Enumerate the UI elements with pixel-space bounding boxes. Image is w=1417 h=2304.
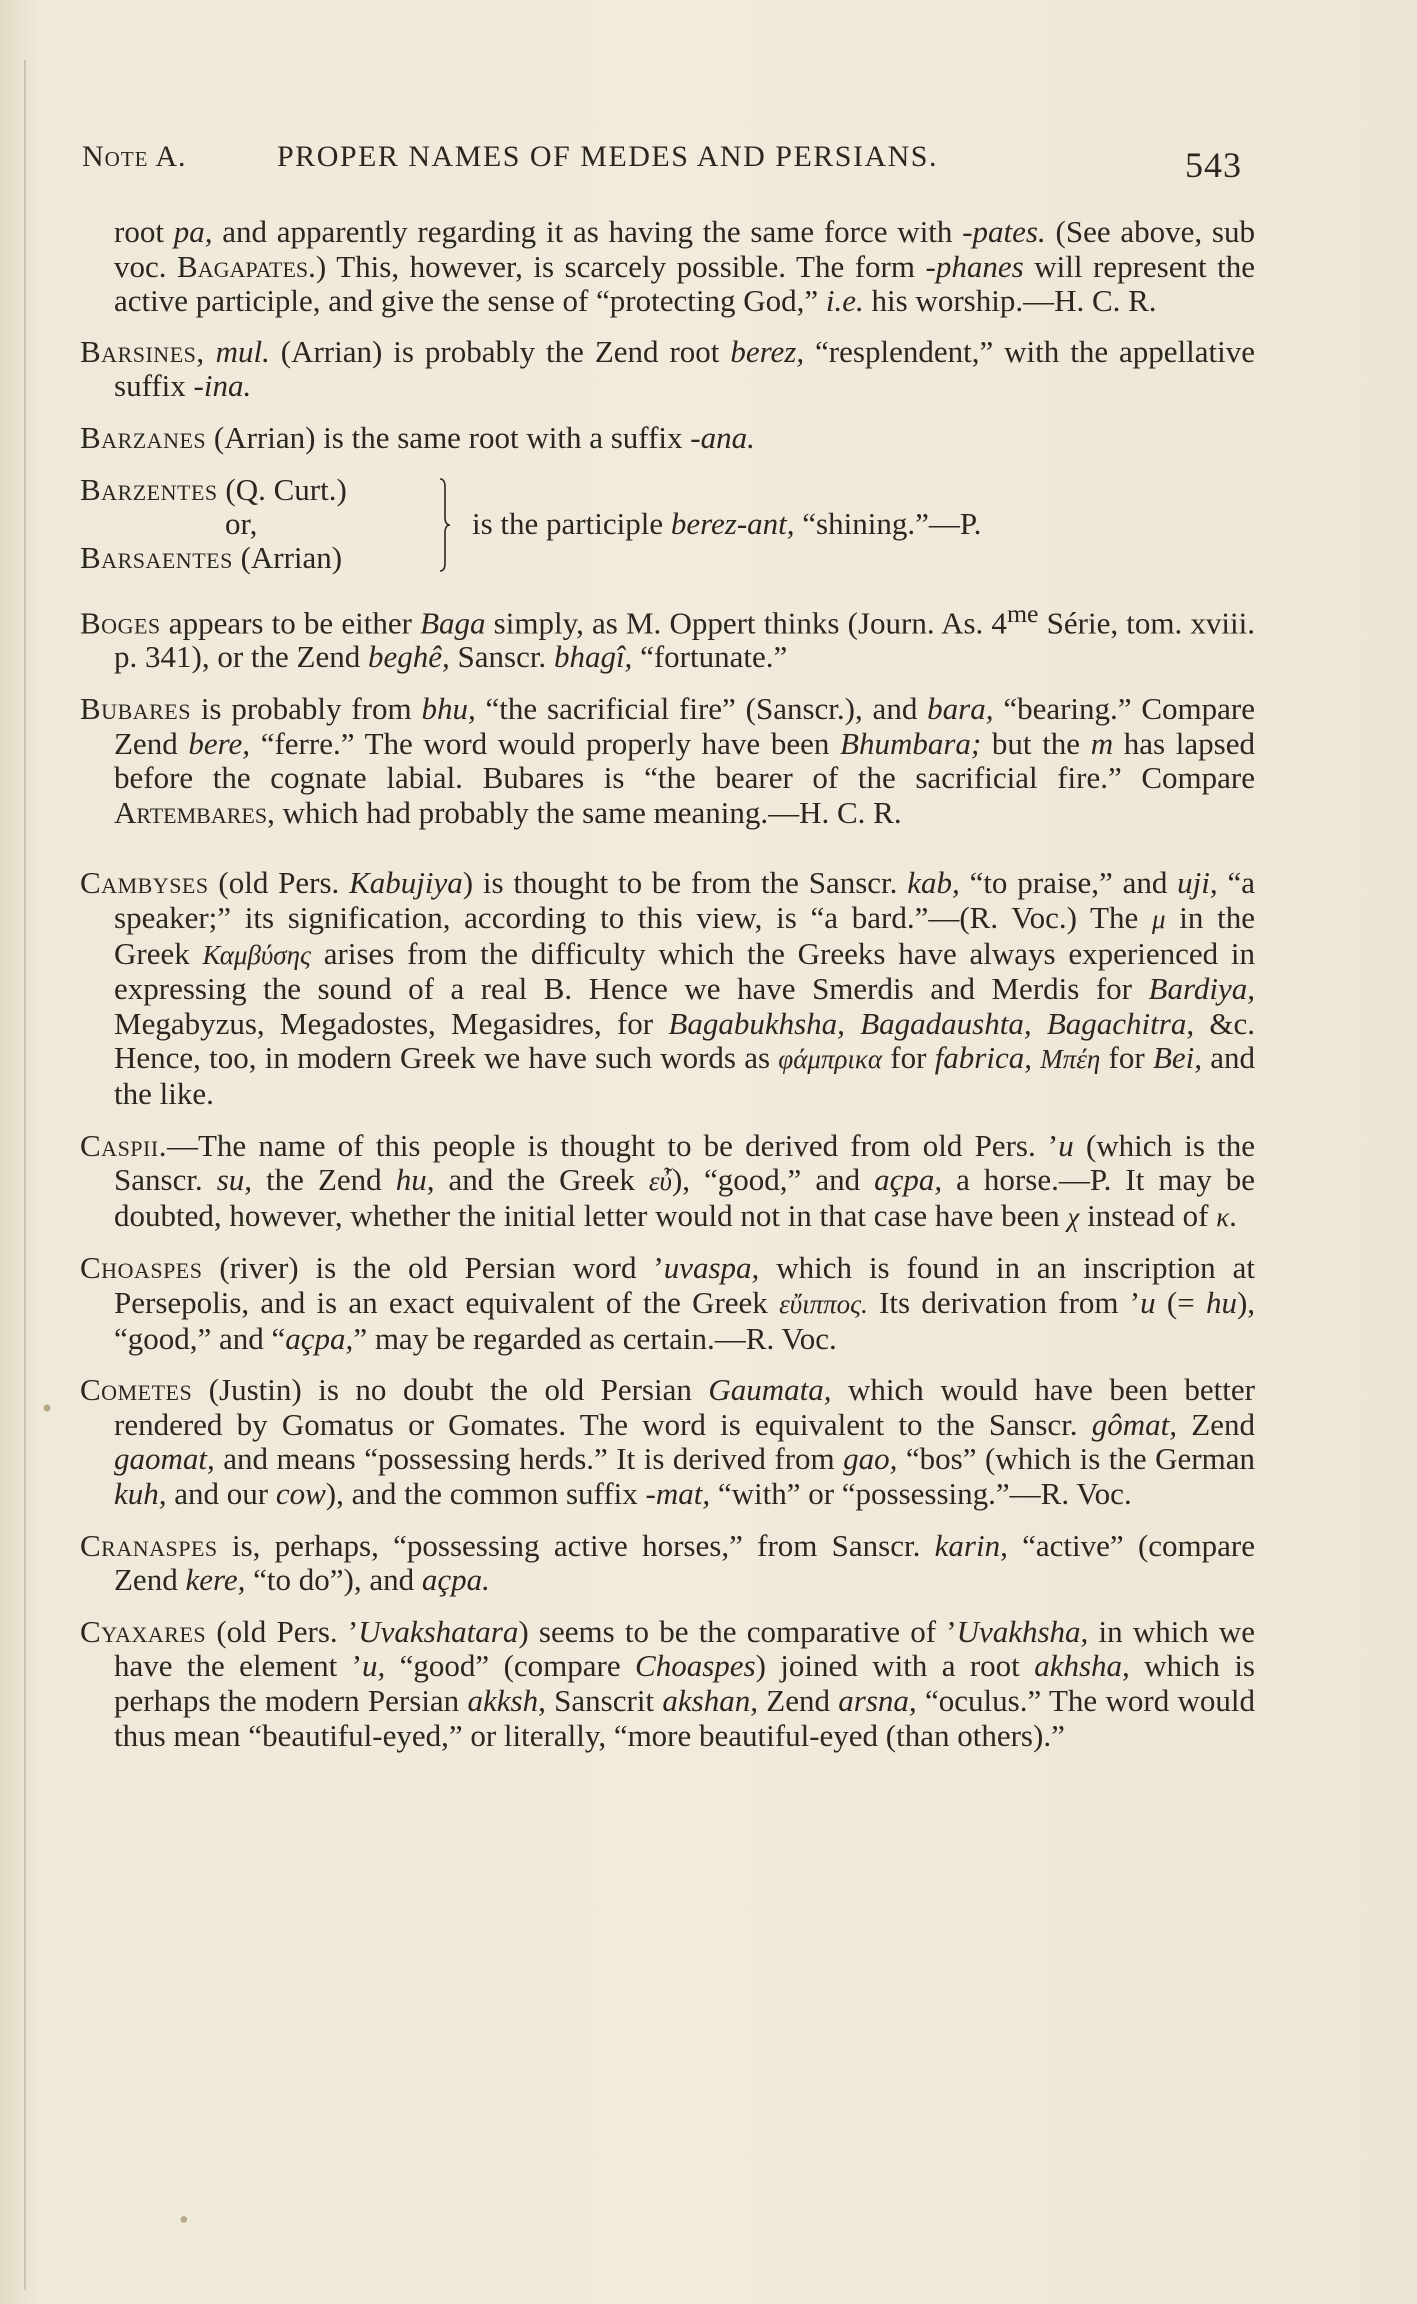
headword: Barzentes xyxy=(80,471,218,507)
entry-barzentes: Barzentes (Q. Curt.) or, Barsaentes (Arrian) is the participle berez-ant, “shining.”—P. xyxy=(80,471,982,575)
headword: Cometes xyxy=(80,1372,193,1408)
header-title: PROPER NAMES OF MEDES AND PERSIANS. xyxy=(277,140,938,173)
entry-bubares: Bubares is probably from bhu, “the sacrificial fire” (Sanscr.), and bara, “bearing.” Compare Zend bere, “ferre.” The word would properly have been Bhumbara; but the m has lapsed before the cognate labial. Bubares is “the bearer of the sacrificial fire.” Compare Artembares, which had probably the same meaning.—H. C. R. xyxy=(80,691,1256,830)
entry-choaspes: Choaspes (river) is the old Persian word ’uvaspa, which is found in an inscription at Persepolis, and is an exact equivalent of the Greek εὔιππος. Its derivation from ’u (= hu), “good,” and “açpa,” may be regarded as certain.—R. Voc. xyxy=(80,1250,1256,1356)
curly-brace-icon xyxy=(438,477,452,573)
running-header xyxy=(82,140,1242,185)
page-edge-shadow xyxy=(24,60,26,2290)
headword: Cranaspes xyxy=(80,1527,218,1563)
stray-mark: • xyxy=(40,1395,55,1423)
entry-bagapates-continued: root pa, and apparently regarding it as having the same force with -pates. (See above, sub voc. Bagapates.) This, however, is scarcely possible. The form -phanes will represent the active participle, and give the sense of “protecting God,” i.e. his worship.—H. C. R. xyxy=(114,214,1255,319)
entry-cometes: Cometes (Justin) is no doubt the old Persian Gaumata, which would have been better rendered by Gomatus or Gomates. The word is equivalent to the Sanscr. gômat, Zend gaomat, and means “possessing herds.” It is derived from gao, “bos” (which is the German kuh, and our cow), and the common suffix -mat, “with” or “possessing.”—R. Voc. xyxy=(80,1372,1256,1511)
headword: Bubares xyxy=(80,691,191,727)
entry-barsines: Barsines, mul. (Arrian) is probably the Zend root berez, “resplendent,” with the appellative suffix -ina. xyxy=(80,333,1256,404)
headword: Boges xyxy=(80,604,161,640)
header-note: Note A. xyxy=(82,140,187,173)
headword: Cambyses xyxy=(80,865,209,901)
headword: Barsines, xyxy=(80,333,205,369)
entry-barzanes: Barzanes (Arrian) is the same root with a suffix -ana. xyxy=(80,419,755,455)
entry-caspii: Caspii.—The name of this people is thought to be derived from old Pers. ’u (which is the Sanscr. su, the Zend hu, and the Greek εὖ), “good,” and açpa, a horse.—P. It may be doubted, however, whether the initial letter would not in that case have been χ instead of κ. xyxy=(80,1127,1256,1233)
headword: Barsaentes xyxy=(80,539,233,575)
headword: Choaspes xyxy=(80,1250,203,1286)
headword: Cyaxares xyxy=(80,1613,207,1649)
headword: Barzanes xyxy=(80,419,207,455)
stray-mark: ∙ xyxy=(178,2205,190,2233)
entry-cranaspes: Cranaspes is, perhaps, “possessing active horses,” from Sanscr. karin, “active” (compare Zend kere, “to do”), and açpa. xyxy=(80,1527,1256,1598)
glossary-text xyxy=(80,215,1255,1770)
entry-cyaxares: Cyaxares (old Pers. ’Uvakshatara) seems to be the comparative of ’Uvakhsha, in which we have the element ’u, “good” (compare Choaspes) joined with a root akhsha, which is perhaps the modern Persian akksh, Sanscrit akshan, Zend arsna, “oculus.” The word would thus mean “beautiful-eyed,” or literally, “more beautiful-eyed (than others).” xyxy=(80,1613,1256,1753)
entry-cambyses: Cambyses (old Pers. Kabujiya) is thought to be from the Sanscr. kab, “to praise,” and uji, “a speaker;” its signification, according to this view, is “a bard.”—(R. Voc.) The μ in the Greek Καμβύσης arises from the difficulty which the Greeks have always experienced in expressing the sound of a real B. Hence we have Smerdis and Merdis for Bardiya, Megabyzus, Megadostes, Megasidres, for Bagabukhsha, Bagadaushta, Bagachitra, &c. Hence, too, in modern Greek we have such words as φάμπρικα for fabrica, Μπέη for Bei, and the like. xyxy=(80,865,1255,1112)
headword: Caspii. xyxy=(80,1127,167,1163)
entry-boges: Boges appears to be either Baga simply, as M. Oppert thinks (Journ. As. $4^{me}$ Série, tom. xviii. p. 341), or the Zend beghê, Sanscr. bhagî, “fortunate.” xyxy=(80,598,1256,675)
page-number: 543 xyxy=(1185,145,1242,185)
